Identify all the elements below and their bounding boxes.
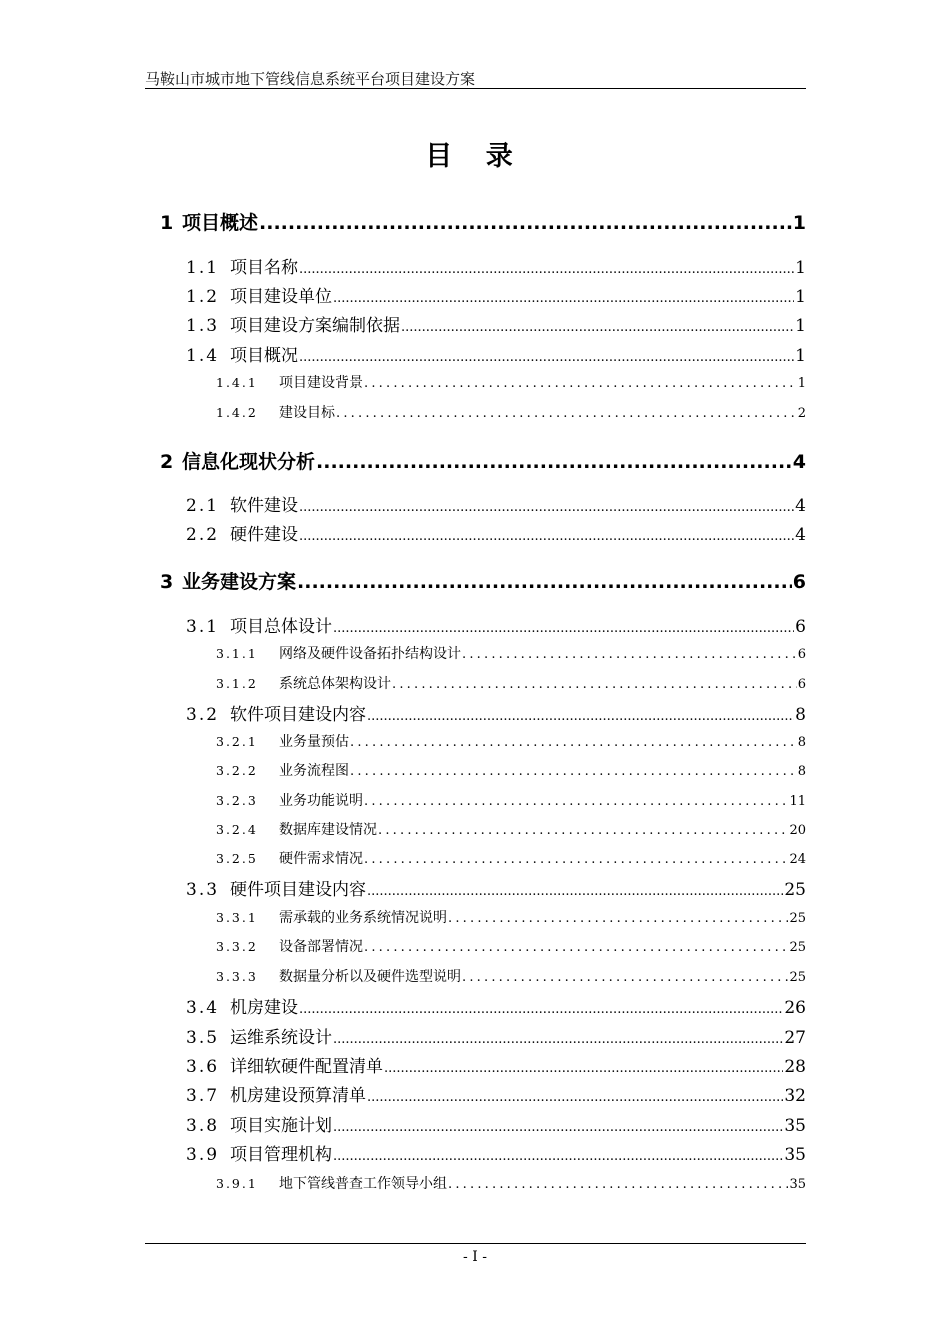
toc-leader-dots: [350, 764, 797, 779]
toc-entry-number: 3.9.1: [216, 1176, 258, 1191]
toc-entry-number: 3.1.2: [216, 676, 258, 691]
toc-entry-label: 软件项目建设内容: [230, 705, 366, 725]
toc-entry[interactable]: [216, 936, 806, 956]
toc-entry-number: 1: [160, 212, 174, 234]
toc-leader-dots: [448, 911, 788, 926]
toc-leader-dots: [392, 677, 797, 692]
toc-entry-page: 8: [795, 705, 806, 725]
toc-entry-page: 1: [795, 258, 806, 278]
toc-entry-label: 系统总体架构设计: [279, 676, 391, 692]
toc-entry-page: 28: [784, 1057, 806, 1077]
toc-entry-page: 35: [789, 1177, 806, 1192]
toc-entry-number: 3.8: [186, 1116, 220, 1136]
toc-entry-page: 35: [784, 1116, 806, 1136]
toc-entry[interactable]: [216, 402, 806, 422]
toc-entry-label: 业务量预估: [279, 734, 349, 750]
toc-entry-number: 3.5: [186, 1028, 220, 1048]
toc-title: 目 录: [425, 141, 525, 172]
toc-entry[interactable]: [216, 966, 806, 986]
toc-leader-dots: [299, 529, 794, 544]
toc-entry-number: 3.2.3: [216, 793, 258, 808]
toc-entry-page: 1: [795, 346, 806, 366]
toc-entry-page: 32: [784, 1086, 806, 1106]
toc-entry-label: 业务功能说明: [279, 793, 363, 809]
toc-entry-label: 项目建设单位: [230, 287, 332, 307]
toc-entry-label: 业务流程图: [279, 763, 349, 779]
toc-leader-dots: [333, 1032, 783, 1047]
toc-entry-number: 3.4: [186, 998, 220, 1018]
toc-entry[interactable]: [216, 1173, 806, 1193]
toc-entry-page: 8: [797, 735, 806, 750]
toc-entry-page: 24: [789, 852, 806, 867]
toc-entry-number: 3.3.2: [216, 939, 258, 954]
toc-entry-page: 4: [795, 496, 806, 516]
toc-leader-dots: [384, 1061, 783, 1076]
toc-entry-page: 4: [792, 451, 806, 473]
toc-entry-page: 6: [792, 571, 806, 593]
toc-entry[interactable]: [160, 447, 806, 474]
toc-entry[interactable]: [186, 700, 806, 725]
toc-entry-number: 1.3: [186, 316, 220, 336]
toc-leader-dots: [297, 571, 792, 593]
toc-leader-dots: [333, 1149, 783, 1164]
toc-entry[interactable]: [216, 372, 806, 392]
toc-entry[interactable]: [186, 612, 806, 637]
toc-leader-dots: [299, 1002, 783, 1017]
toc-entry-page: 1: [797, 376, 806, 391]
toc-entry[interactable]: [216, 760, 806, 780]
toc-entry-number: 3: [160, 571, 174, 593]
toc-entry[interactable]: [216, 673, 806, 693]
toc-entry[interactable]: [186, 341, 806, 366]
toc-leader-dots: [378, 823, 788, 838]
toc-leader-dots: [367, 1090, 783, 1105]
toc-entry-label: 数据库建设情况: [279, 822, 377, 838]
toc-entry-label: 建设目标: [279, 405, 335, 421]
toc-entry[interactable]: [186, 1140, 806, 1165]
toc-entry-number: 3.3.1: [216, 910, 258, 925]
toc-entry-number: 2.2: [186, 525, 220, 545]
toc-entry-label: 硬件需求情况: [279, 851, 363, 867]
toc-entry[interactable]: [186, 253, 806, 278]
toc-leader-dots: [462, 970, 788, 985]
toc-entry-number: 3.9: [186, 1145, 220, 1165]
toc-entry-label: 项目总体设计: [230, 617, 332, 637]
toc-entry[interactable]: [186, 1111, 806, 1136]
toc-entry-number: 3.2.5: [216, 851, 258, 866]
toc-leader-dots: [364, 940, 788, 955]
footer-rule: [145, 1243, 806, 1244]
toc-entry[interactable]: [186, 1052, 806, 1077]
toc-entry-page: 6: [795, 617, 806, 637]
toc-entry-number: 3.3: [186, 880, 220, 900]
toc-entry-page: 1: [792, 212, 806, 234]
toc-entry[interactable]: [186, 282, 806, 307]
toc-leader-dots: [364, 794, 788, 809]
toc-leader-dots: [350, 735, 797, 750]
toc-leader-dots: [299, 500, 794, 515]
toc-leader-dots: [364, 376, 797, 391]
toc-entry-label: 运维系统设计: [230, 1028, 332, 1048]
toc-entry[interactable]: [186, 520, 806, 545]
toc-entry-label: 业务建设方案: [182, 571, 297, 593]
toc-leader-dots: [448, 1177, 788, 1192]
toc-entry-page: 27: [784, 1028, 806, 1048]
header-rule: [145, 88, 806, 89]
toc-entry[interactable]: [216, 907, 806, 927]
toc-leader-dots: [333, 291, 794, 306]
toc-entry-number: 3.2.1: [216, 734, 258, 749]
toc-entry-label: 机房建设预算清单: [230, 1086, 366, 1106]
toc-leader-dots: [367, 884, 783, 899]
toc-entry-page: 25: [784, 880, 806, 900]
toc-entry[interactable]: [186, 1023, 806, 1048]
toc-entry-label: 地下管线普查工作领导小组: [279, 1176, 447, 1192]
toc-entry-page: 1: [795, 287, 806, 307]
toc-leader-dots: [401, 320, 794, 335]
toc-entry-number: 3.2.2: [216, 763, 258, 778]
toc-entry-page: 1: [795, 316, 806, 336]
toc-entry-page: 4: [795, 525, 806, 545]
toc-entry[interactable]: [216, 731, 806, 751]
toc-entry[interactable]: [186, 311, 806, 336]
toc-entry-label: 设备部署情况: [279, 939, 363, 955]
toc-leader-dots: [299, 262, 794, 277]
toc-entry-label: 数据量分析以及硬件选型说明: [279, 969, 461, 985]
toc-entry-page: 11: [789, 794, 806, 809]
toc-entry-label: 项目实施计划: [230, 1116, 332, 1136]
toc-entry-number: 2: [160, 451, 174, 473]
toc-entry-page: 25: [789, 970, 806, 985]
toc-entry[interactable]: [216, 790, 806, 810]
running-header: 马鞍山市城市地下管线信息系统平台项目建设方案: [145, 70, 476, 88]
toc-entry-page: 25: [789, 911, 806, 926]
toc-entry-label: 机房建设: [230, 998, 298, 1018]
toc-entry[interactable]: [216, 643, 806, 663]
toc-entry-number: 1.2: [186, 287, 220, 307]
toc-entry-number: 1.1: [186, 258, 220, 278]
toc-entry-number: 3.2.4: [216, 822, 258, 837]
toc-entry-label: 网络及硬件设备拓扑结构设计: [279, 646, 461, 662]
toc-entry-label: 项目建设背景: [279, 375, 363, 391]
toc-entry-number: 3.1.1: [216, 646, 258, 661]
toc-entry-label: 项目建设方案编制依据: [230, 316, 400, 336]
toc-leader-dots: [367, 709, 794, 724]
toc-entry-label: 信息化现状分析: [182, 451, 316, 473]
toc-entry-label: 详细软硬件配置清单: [230, 1057, 383, 1077]
toc-entry-page: 6: [797, 647, 806, 662]
toc-entry-label: 硬件项目建设内容: [230, 880, 366, 900]
toc-entry-number: 2.1: [186, 496, 220, 516]
toc-entry-page: 35: [784, 1145, 806, 1165]
toc-entry-number: 3.1: [186, 617, 220, 637]
toc-leader-dots: [364, 852, 788, 867]
toc-entry-page: 25: [789, 940, 806, 955]
toc-entry-page: 2: [797, 406, 806, 421]
toc-entry[interactable]: [160, 208, 806, 235]
footer-page-number: - I -: [463, 1249, 487, 1265]
toc-entry[interactable]: [216, 819, 806, 839]
toc-leader-dots: [316, 451, 792, 473]
toc-entry-page: 6: [797, 677, 806, 692]
toc-entry-number: 1.4: [186, 346, 220, 366]
toc-entry-number: 1.4.1: [216, 375, 258, 390]
toc-entry-number: 1.4.2: [216, 405, 258, 420]
toc-entry-label: 需承载的业务系统情况说明: [279, 910, 447, 926]
toc-entry-number: 3.6: [186, 1057, 220, 1077]
toc-leader-dots: [462, 647, 797, 662]
toc-entry-page: 26: [784, 998, 806, 1018]
toc-entry-page: 20: [789, 823, 806, 838]
toc-entry-number: 3.7: [186, 1086, 220, 1106]
toc-entry-label: 项目管理机构: [230, 1145, 332, 1165]
toc-leader-dots: [333, 1120, 783, 1135]
toc-entry-label: 软件建设: [230, 496, 298, 516]
toc-entry[interactable]: [186, 491, 806, 516]
toc-entry-label: 项目概述: [182, 212, 259, 234]
toc-entry[interactable]: [186, 1081, 806, 1106]
toc-entry-number: 3.3.3: [216, 969, 258, 984]
toc-entry-label: 项目概况: [230, 346, 298, 366]
toc-leader-dots: [259, 212, 792, 234]
toc-entry-number: 3.2: [186, 705, 220, 725]
toc-entry[interactable]: [186, 875, 806, 900]
toc-entry-label: 硬件建设: [230, 525, 298, 545]
toc-entry-page: 8: [797, 764, 806, 779]
toc-leader-dots: [299, 350, 794, 365]
toc-entry[interactable]: [216, 848, 806, 868]
toc-entry-label: 项目名称: [230, 258, 298, 278]
toc-leader-dots: [333, 621, 794, 636]
toc-leader-dots: [336, 406, 797, 421]
toc-entry[interactable]: [160, 567, 806, 594]
toc-entry[interactable]: [186, 993, 806, 1018]
